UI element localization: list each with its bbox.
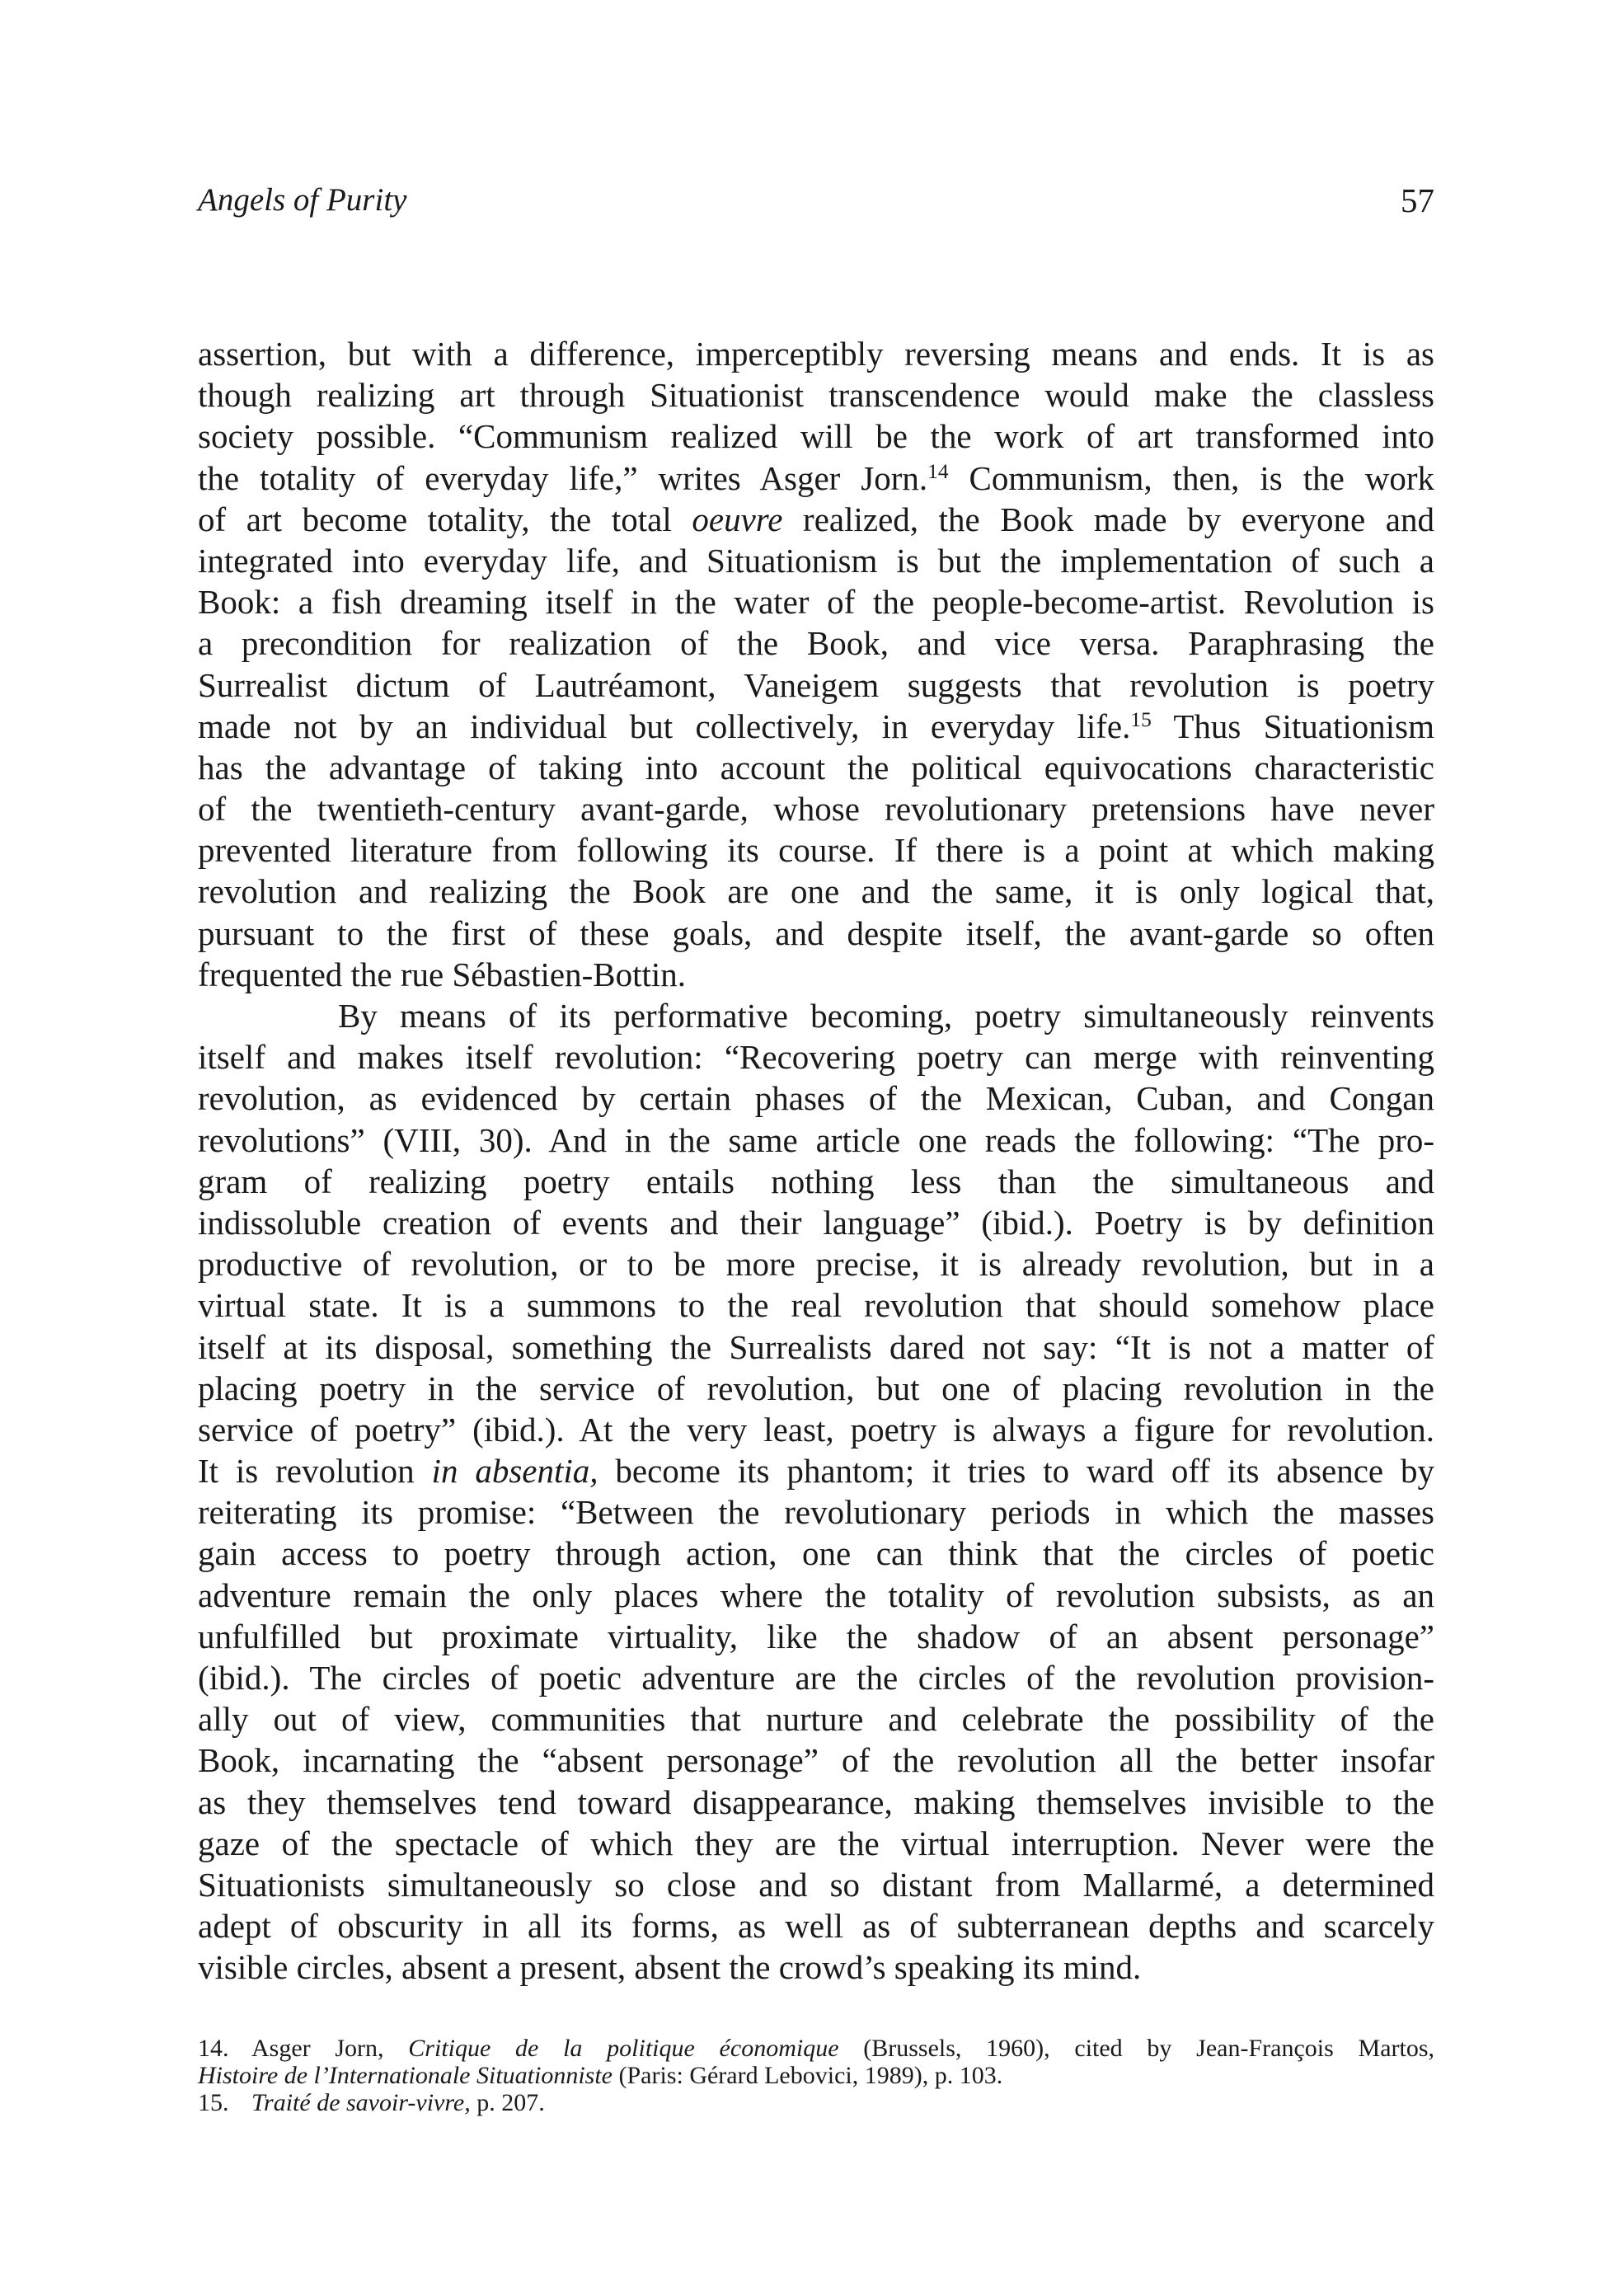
text-line: though realizing art through Situationist transcendence would make the classless — [198, 376, 1434, 415]
text-line: unfulfilled but proximate virtuality, like the shadow of an absent personage” — [198, 1617, 1434, 1655]
text-line: frequented the rue Sébastien-Bottin. — [198, 955, 687, 993]
text-run: of art become totality, the total — [198, 500, 692, 538]
text-line: Situationists simultaneously so close and so distant from Mallarmé, a determined — [198, 1865, 1434, 1904]
text-line — [198, 458, 1434, 499]
text-line: adept of obscurity in all its forms, as well as of subterranean depths and scarcely — [198, 1907, 1434, 1946]
text-line: ally out of view, communities that nurture and celebrate the possibility of the — [198, 1700, 1434, 1739]
running-header — [198, 180, 1434, 229]
text-line: virtual state. It is a summons to the real revolution that should somehow place — [198, 1286, 1434, 1325]
text-line: prevented literature from following its course. If there is a point at which making — [198, 831, 1434, 870]
text-line: integrated into everyday life, and Situationism is but the implementation of such a — [198, 541, 1434, 580]
text-line: gain access to poetry through action, one can think that the circles of poetic — [198, 1534, 1434, 1573]
text-line: a precondition for realization of the Book, and vice versa. Paraphrasing the — [198, 624, 1434, 663]
italic-term: in absentia, — [431, 1452, 598, 1491]
text-line: service of poetry” (ibid.). At the very least, poetry is always a figure for revolution. — [198, 1410, 1434, 1449]
footnote-14 — [198, 2035, 1434, 2089]
text-line: society possible. “Communism realized will be the work of art transformed into — [198, 417, 1434, 456]
text-line: By means of its performative becoming, poetry simultaneously reinvents — [338, 997, 1434, 1035]
text-line: assertion, but with a difference, imperceptibly reversing means and ends. It is as — [198, 335, 1434, 373]
text-line: gaze of the spectacle of which they are the virtual interruption. Never were the — [198, 1824, 1434, 1862]
text-line: productive of revolution, or to be more precise, it is already revolution, but in a — [198, 1245, 1434, 1284]
text-line: Book, incarnating the “absent personage” of the revolution all the better insofar — [198, 1741, 1434, 1780]
footnote-reference-14: 14 — [927, 459, 949, 483]
text-run: made not by an individual but collectively, in everyday life. — [198, 707, 1131, 745]
text-line — [198, 706, 1434, 747]
text-line: reiterating its promise: “Between the revolutionary periods in which the masses — [198, 1493, 1434, 1532]
text-run: realized, the Book made by everyone and — [782, 500, 1434, 538]
text-run: (Paris: Gérard Lebovici, 1989), p. 103. — [613, 2062, 1003, 2089]
footnotes — [198, 2035, 1434, 2116]
footnote-15 — [198, 2089, 1434, 2116]
page-number: 57 — [1401, 181, 1434, 219]
footnote-reference-15: 15 — [1130, 707, 1152, 731]
text-run: Communism, then, is the work — [948, 458, 1435, 497]
text-line — [198, 499, 1434, 540]
text-line: has the advantage of taking into account the political equivocations characteristic — [198, 748, 1434, 786]
text-run: Thus Situationism — [1151, 707, 1435, 745]
paragraph — [198, 333, 1434, 995]
text-line: itself at its disposal, something the Surrealists dared not say: “It is not a matter of — [198, 1327, 1434, 1366]
footnote-line — [198, 2062, 1434, 2089]
text-run: Asger Jorn, — [251, 2035, 409, 2062]
footnote-line — [198, 2089, 1434, 2116]
text-run: (Brussels, 1960), cited by Jean-François Martos, — [838, 2035, 1435, 2062]
text-line: placing poetry in the service of revolution, but one of placing revolution in the — [198, 1369, 1434, 1407]
italic-term: oeuvre — [692, 500, 783, 538]
running-title: Angels of Purity — [198, 182, 407, 218]
italic-title: Traité de savoir-vivre, — [251, 2089, 471, 2116]
footnote-line — [198, 2035, 1434, 2062]
italic-title: Critique de la politique économique — [408, 2035, 839, 2062]
italic-title: Histoire de l’Internationale Situationniste — [198, 2062, 613, 2089]
text-line: adventure remain the only places where the totality of revolution subsists, as an — [198, 1575, 1434, 1614]
body-text — [198, 333, 1434, 1989]
paragraph — [198, 995, 1434, 1989]
text-line: gram of realizing poetry entails nothing less than the simultaneous and — [198, 1162, 1434, 1200]
text-line: indissoluble creation of events and their language” (ibid.). Poetry is by definition — [198, 1203, 1434, 1242]
text-line: revolution, as evidenced by certain phases of the Mexican, Cuban, and Congan — [198, 1079, 1434, 1118]
text-line: pursuant to the first of these goals, and despite itself, the avant-garde so often — [198, 913, 1434, 952]
text-line: revolutions” (VIII, 30). And in the same article one reads the following: “The pro- — [198, 1120, 1434, 1159]
text-run: p. 207. — [470, 2089, 545, 2116]
text-line: (ibid.). The circles of poetic adventure are the circles of the revolution provision- — [198, 1659, 1434, 1697]
text-line: visible circles, absent a present, absent the crowd’s speaking its mind. — [198, 1948, 1142, 1987]
footnote-number: 14. — [198, 2035, 229, 2062]
text-run: become its phantom; it tries to ward off its absence by — [598, 1452, 1434, 1491]
text-run: the totality of everyday life,” writes Asger Jorn. — [198, 458, 928, 497]
text-line: Surrealist dictum of Lautréamont, Vaneigem suggests that revolution is poetry — [198, 665, 1434, 704]
footnote-number: 15. — [198, 2089, 229, 2116]
text-line: itself and makes itself revolution: “Recovering poetry can merge with reinventing — [198, 1038, 1434, 1077]
text-line — [198, 1450, 1434, 1491]
text-run: It is revolution — [198, 1452, 432, 1491]
text-line: as they themselves tend toward disappearance, making themselves invisible to the — [198, 1782, 1434, 1821]
text-line: of the twentieth-century avant-garde, whose revolutionary pretensions have never — [198, 790, 1434, 829]
text-line: Book: a fish dreaming itself in the water of the people-become-artist. Revolution is — [198, 583, 1434, 622]
text-line: revolution and realizing the Book are one and the same, it is only logical that, — [198, 872, 1434, 911]
